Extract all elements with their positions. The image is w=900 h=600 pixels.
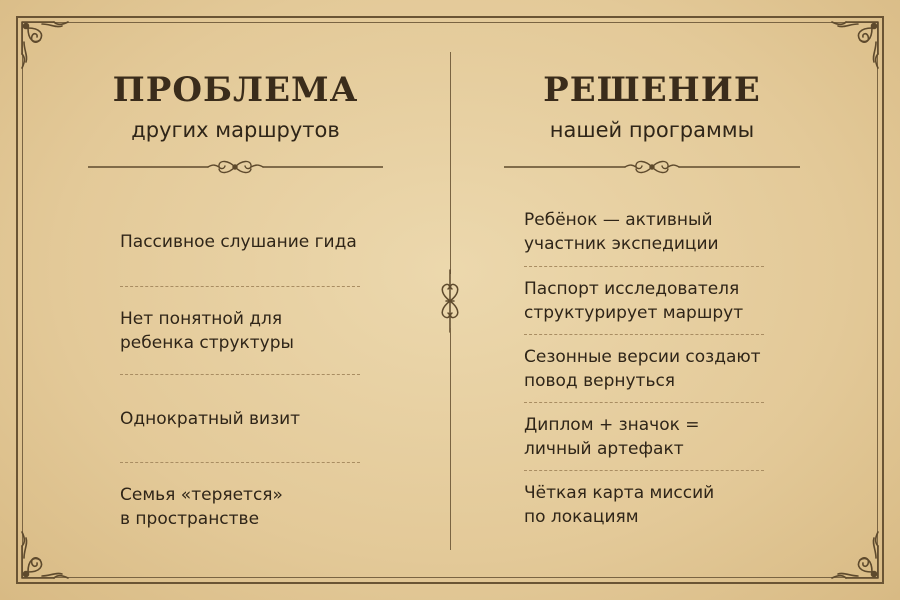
list-item [524,266,764,334]
corner-flourish-icon [816,516,886,586]
list-item-text: Семья «теряется» в пространстве [120,484,283,529]
list-item [524,198,764,266]
corner-flourish-icon [14,516,84,586]
solution-column [504,70,800,527]
list-item-text: Диплом + значок = личный артефакт [524,414,700,459]
problem-column [88,70,383,529]
list-item [524,334,764,402]
list-item [524,470,764,538]
section-rule-ornament-icon [504,156,800,178]
section-rule-ornament-icon [88,156,383,178]
solution-title: РЕШЕНИЕ [543,70,761,110]
list-item-text: Ребёнок — активный участник экспедиции [524,210,719,254]
solution-list [524,198,764,538]
list-item-text: Сезонные версии создают повод вернуться [524,346,761,391]
list-item-text: Паспорт исследователя структурирует маршрут [524,278,744,323]
list-item-text: Нет понятной для ребенка структуры [120,308,294,353]
problem-title: ПРОБЛЕМА [112,70,359,110]
column-divider [450,52,451,274]
list-item [524,402,764,470]
corner-flourish-icon [816,14,886,84]
problem-subtitle: других маршрутов [131,118,340,142]
list-item-text: Пассивное слушание гида [120,232,357,252]
solution-subtitle: нашей программы [549,118,755,142]
list-item [120,286,360,374]
corner-flourish-icon [14,14,84,84]
column-divider [450,328,451,550]
list-item-text: Однократный визит [120,408,301,429]
divider-ornament-icon [436,268,464,334]
list-item [120,198,360,286]
list-item-text: Чёткая карта миссий по локациям [524,482,715,527]
list-item [120,374,360,462]
problem-list [120,198,360,550]
list-item [120,462,360,550]
